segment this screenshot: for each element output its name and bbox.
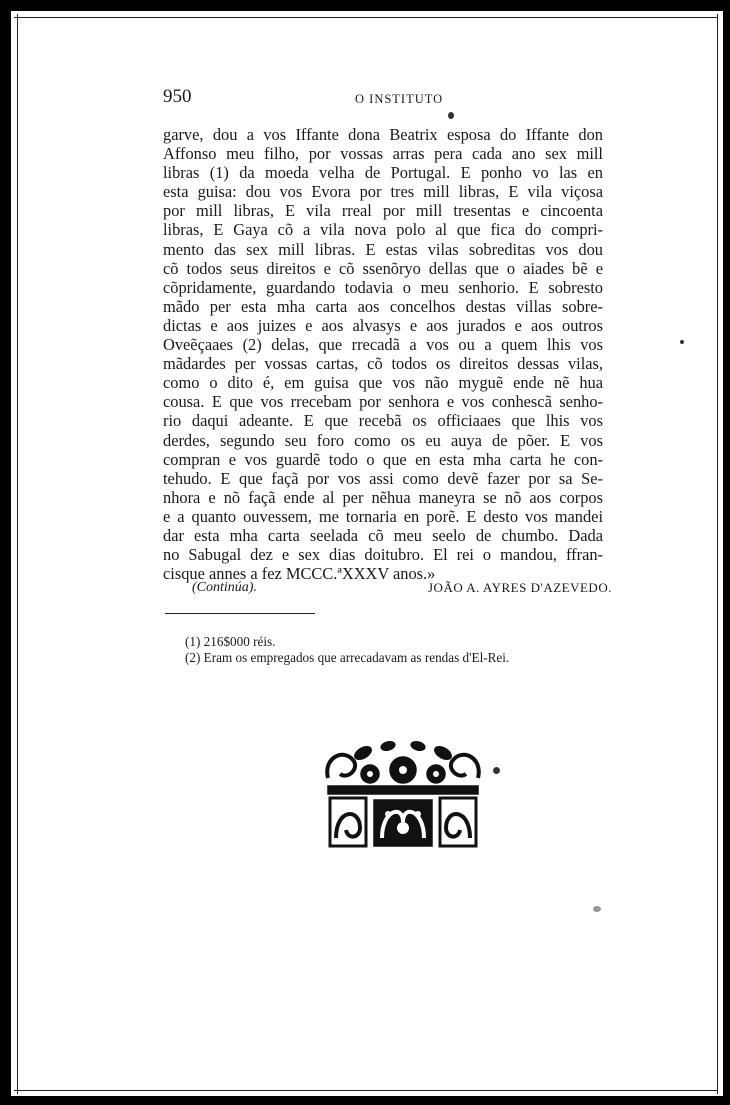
scan-speck: [493, 767, 500, 774]
footnotes: [185, 634, 509, 666]
text-line: nhora e nõ façã ende al per nẽhua maneyra se nõ aos corpos: [163, 487, 603, 507]
text-line: mãdo per esta mha carta aos concelhos destas villas sobre-: [163, 296, 603, 316]
scan-speck: [593, 906, 601, 912]
text-line: libras (1) da moeda velha de Portugal. E ponho vo las en: [163, 163, 603, 183]
text-line: mãdardes per vossas cartas, cõ todos os direitos dessas vilas,: [163, 354, 603, 374]
text-line: derdes, segundo seu foro como os eu auya de põer. E vos: [163, 430, 603, 450]
page-edge-bottom: [14, 1090, 718, 1091]
continua-note: (Continúa).: [192, 580, 257, 595]
page-number: 950: [163, 86, 192, 107]
text-line: garve, dou a vos Iffante dona Beatrix esposa do Iffante don: [163, 125, 603, 144]
footnote-rule: [165, 613, 315, 614]
text-line: cõpridamente, guardando todavia o meu senhorio. E sobresto: [163, 277, 603, 297]
page-edge-top: [14, 17, 718, 18]
text-line: esta guisa: dou vos Evora por tres mill libras, E vila viçosa: [163, 182, 603, 202]
text-line: libras, E Gaya cõ a vila nova polo al que fica do compri-: [163, 220, 603, 240]
scan-border-right: [723, 0, 730, 1105]
scan-border-top: [0, 0, 730, 11]
text-line: cõ todos seus direitos e cõ ssenõryo dellas que o aiades bẽ e: [163, 258, 603, 278]
text-line: Oveẽçaaes (2) delas, que rrecadã a vos ou a quem lhis vos: [163, 335, 603, 355]
text-line: tehudo. E que façã por vos assi como devẽ fazer por sa Se-: [163, 468, 603, 488]
text-line: dar esta mha carta seelada cõ meu seelo de chumbo. Dada: [163, 525, 603, 545]
scan-border-bottom: [0, 1096, 730, 1105]
text-line: rio daqui adeante. E que recebã os officiaaes que lhis vos: [163, 411, 603, 431]
text-line: dictas e aos juizes e aos alvasys e aos jurados e aos outros: [163, 315, 603, 335]
author-signature: JOÃO A. AYRES D'AZEVEDO.: [428, 580, 612, 595]
scan-speck: [680, 340, 684, 344]
text-line: compran e vos guardẽ todo o que en esta mha carta he con-: [163, 449, 603, 469]
scan-border-left: [0, 0, 11, 1105]
footnote: (2) Eram os empregados que arrecadavam as rendas d'El-Rei.: [185, 650, 510, 665]
text-line: mento das sex mill libras. E estas vilas sobreditas vos dou: [163, 239, 603, 259]
scan-speck: [448, 112, 454, 119]
text-line: Affonso meu filho, por vossas arras pera cada ano sex mill: [163, 144, 603, 164]
text-line: e a quanto ouvessem, me tornaria en porẽ. E desto vos mandei: [163, 506, 603, 526]
text-line: no Sabugal dez e sex dias doitubro. El rei o mandou, ffran-: [163, 545, 603, 565]
text-line: como o dito é, em guisa que vos não myguẽ ende nẽ hua: [163, 373, 603, 393]
page-edge-left: [17, 14, 18, 1094]
floral-ornament-icon: [318, 738, 488, 853]
text-line: por mill libras, E vila rreal por mill tresentas e cincoenta: [163, 201, 603, 221]
text-line: cousa. E que vos rrecebam por senhora e vos conhescã senho-: [163, 392, 603, 412]
running-title: O INSTITUTO: [355, 92, 444, 106]
text-line: cisque annes a fez MCCC.ªXXXV anos.»: [163, 564, 436, 584]
body-text: [163, 125, 603, 583]
page-edge-right: [717, 14, 718, 1094]
footnote: (1) 216$000 réis.: [185, 634, 276, 649]
